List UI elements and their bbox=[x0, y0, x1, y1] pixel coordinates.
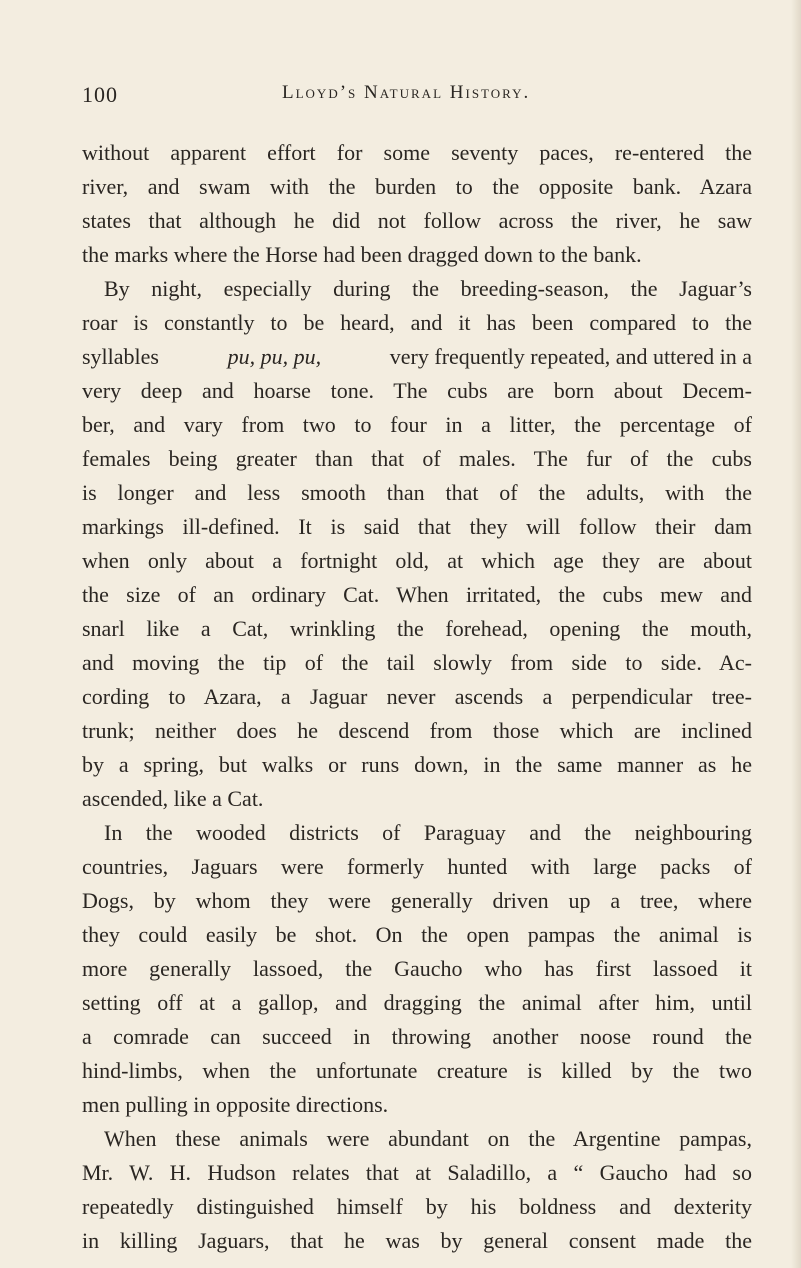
text-line: is longer and less smooth than that of the adults, with the bbox=[82, 480, 752, 505]
text-line: countries, Jaguars were formerly hunted with large packs of bbox=[82, 854, 752, 879]
text-line: men pulling in opposite directions. bbox=[82, 1092, 389, 1117]
text-segment: syllables bbox=[82, 344, 159, 369]
text-line-with-italics bbox=[82, 340, 752, 374]
text-line: by a spring, but walks or runs down, in the same manner as he bbox=[82, 752, 752, 777]
text-line: Mr. W. H. Hudson relates that at Saladillo, a “ Gaucho had so bbox=[82, 1160, 752, 1185]
text-line: ber, and vary from two to four in a litter, the percentage of bbox=[82, 412, 752, 437]
text-line: river, and swam with the burden to the opposite bank. Azara bbox=[82, 174, 752, 199]
text-line: without apparent effort for some seventy paces, re-entered the bbox=[82, 140, 752, 165]
paragraph-first-line: By night, especially during the breeding-season, the Jaguar’s bbox=[104, 276, 752, 301]
running-head bbox=[82, 82, 752, 106]
page-number: 100 bbox=[82, 82, 118, 107]
text-line: females being greater than that of males. The fur of the cubs bbox=[82, 446, 752, 471]
body-text bbox=[82, 136, 752, 1258]
text-line: roar is constantly to be heard, and it has been compared to the bbox=[82, 310, 752, 335]
text-line: in killing Jaguars, that he was by general consent made the bbox=[82, 1228, 752, 1253]
text-line: and moving the tip of the tail slowly from side to side. Ac- bbox=[82, 650, 752, 675]
text-line: Dogs, by whom they were generally driven up a tree, where bbox=[82, 888, 752, 913]
text-line: the size of an ordinary Cat. When irritated, the cubs mew and bbox=[82, 582, 752, 607]
text-line: cording to Azara, a Jaguar never ascends a perpendicular tree- bbox=[82, 684, 752, 709]
text-line: hind-limbs, when the unfortunate creature is killed by the two bbox=[82, 1058, 752, 1083]
paragraph-first-line: In the wooded districts of Paraguay and the neighbouring bbox=[104, 820, 752, 845]
text-line: markings ill-defined. It is said that they will follow their dam bbox=[82, 514, 752, 539]
text-line: a comrade can succeed in throwing another noose round the bbox=[82, 1024, 752, 1049]
text-line: states that although he did not follow across the river, he saw bbox=[82, 208, 752, 233]
text-line: trunk; neither does he descend from those which are inclined bbox=[82, 718, 752, 743]
text-line: they could easily be shot. On the open pampas the animal is bbox=[82, 922, 752, 947]
text-line: ascended, like a Cat. bbox=[82, 786, 264, 811]
text-line: repeatedly distinguished himself by his boldness and dexterity bbox=[82, 1194, 752, 1219]
text-line: very deep and hoarse tone. The cubs are born about Decem- bbox=[82, 378, 752, 403]
italic-syllables: pu, pu, pu, bbox=[227, 344, 322, 369]
running-title: Lloyd’s Natural History. bbox=[282, 82, 531, 103]
page-edge-shadow bbox=[791, 0, 801, 1268]
text-line: setting off at a gallop, and dragging the animal after him, until bbox=[82, 990, 752, 1015]
text-line: the marks where the Horse had been dragged down to the bank. bbox=[82, 242, 642, 267]
text-line: snarl like a Cat, wrinkling the forehead, opening the mouth, bbox=[82, 616, 752, 641]
text-line: more generally lassoed, the Gaucho who has first lassoed it bbox=[82, 956, 752, 981]
text-segment: very frequently repeated, and uttered in a bbox=[389, 344, 752, 369]
paragraph-first-line: When these animals were abundant on the Argentine pampas, bbox=[104, 1126, 752, 1151]
text-line: when only about a fortnight old, at which age they are about bbox=[82, 548, 752, 573]
